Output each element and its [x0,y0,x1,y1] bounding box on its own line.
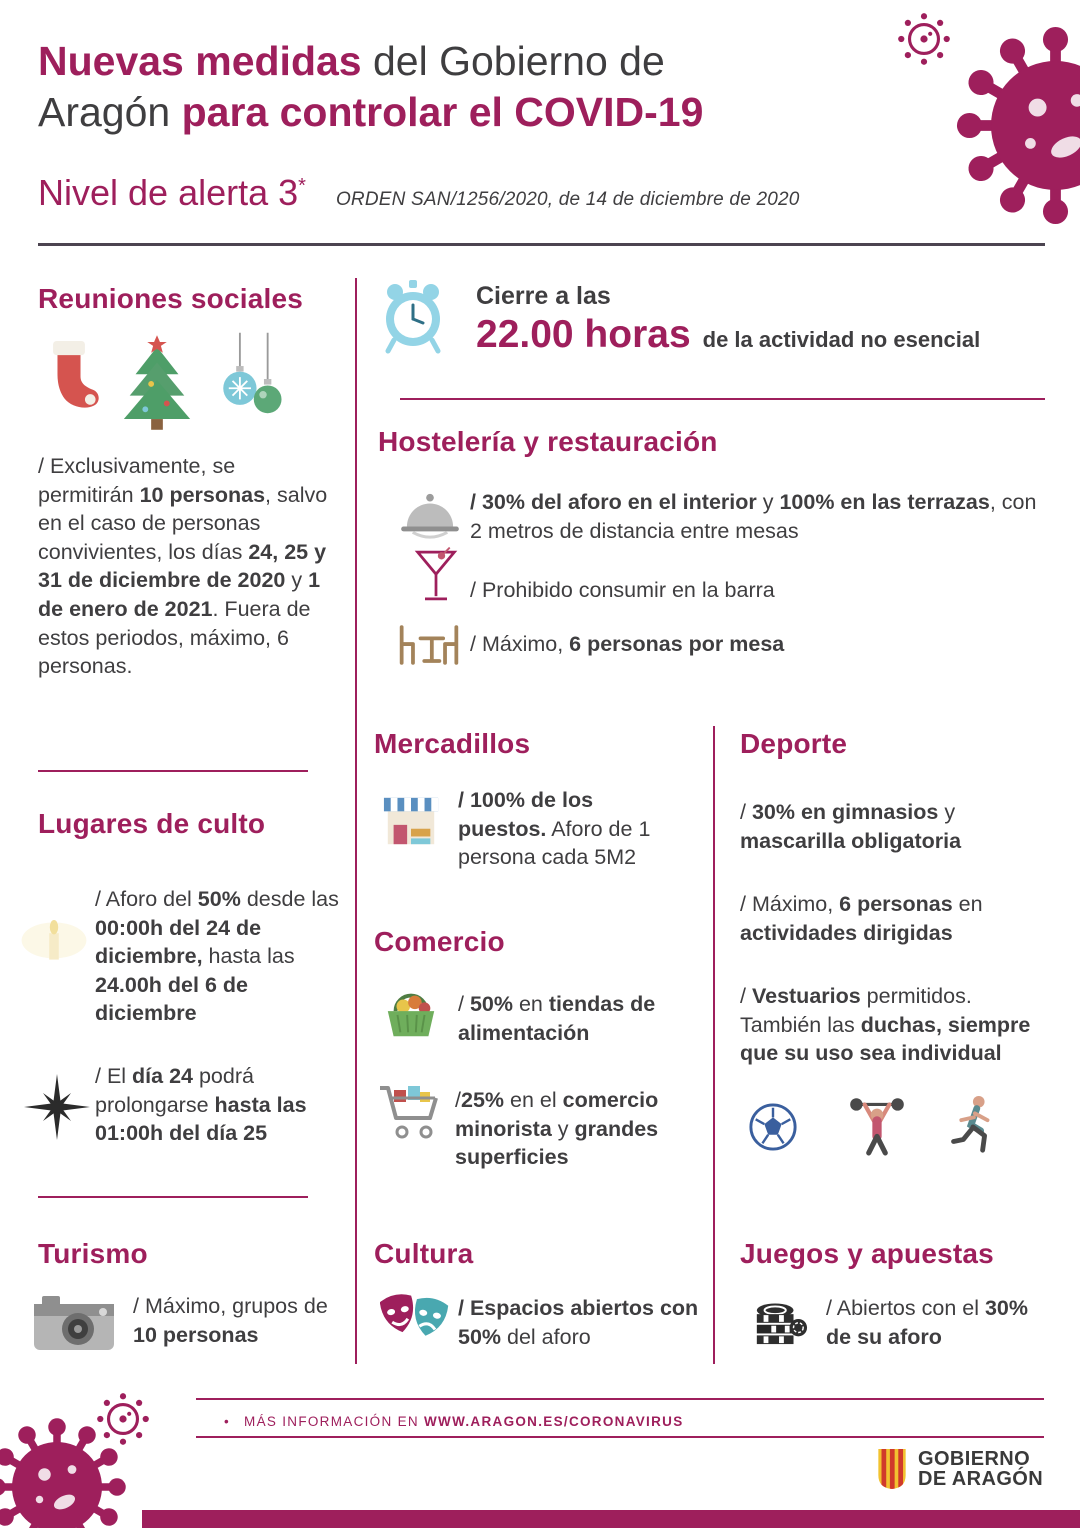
logo-line-2: DE ARAGÓN [918,1468,1044,1490]
table-chairs-icon [396,622,462,668]
grocery-basket-icon [382,985,440,1041]
column-divider-left [355,278,357,1364]
deporte-item-1: / 30% en gimnasios y mascarilla obligatoria [740,800,962,853]
section-title-turismo: Turismo [38,1238,148,1269]
closure-time: 22.00 horas [476,313,691,356]
aragon-shield-icon [876,1448,908,1490]
alarm-clock-icon [378,278,448,354]
christmas-icons [38,332,288,432]
juegos-item: / Abiertos con el 30% de su aforo [826,1296,1028,1349]
section-title-juegos: Juegos y apuestas [740,1238,994,1269]
turismo-item: / Máximo, grupos de 10 personas [133,1294,328,1347]
cocktail-icon [414,545,458,607]
closure-suffix: de la actividad no esencial [702,327,981,352]
section-title-cultura: Cultura [374,1238,474,1269]
candle-icon [18,902,90,974]
divider [38,770,308,772]
deporte-item-3: / Vestuarios permitidos. También las duchas, siempre que su uso sea individual [740,984,1031,1066]
logo-line-1: GOBIERNO [918,1447,1031,1470]
camera-icon [32,1290,116,1354]
footer-info-prefix: MÁS INFORMACIÓN EN [244,1413,419,1429]
virus-icon [948,18,1080,233]
footer-info [224,1408,684,1434]
section-title-culto: Lugares de culto [38,808,266,839]
bottom-accent-bar [142,1510,1080,1528]
comercio-item-2: /25% en el comercio minorista y grandes superficies [455,1088,659,1170]
gobierno-aragon-logo [876,1448,1043,1490]
runner-icon [942,1094,1000,1156]
page-title: Nuevas medidas del Gobierno de Aragón para controlar el COVID-19 [38,38,704,135]
section-title-comercio: Comercio [374,926,505,957]
section-title-deporte: Deporte [740,728,848,759]
cloche-icon [398,490,462,540]
alert-level-text: Nivel de alerta 3 [38,172,299,213]
deporte-item-2: / Máximo, 6 personas en actividades dirigidas [740,892,983,945]
hosteleria-item-3: / Máximo, 6 personas por mesa [470,632,785,656]
section-title-hosteleria: Hostelería y restauración [378,426,718,457]
weightlifter-icon [845,1090,909,1156]
sparkle-star-icon [24,1074,90,1140]
logo-text [918,1449,1043,1490]
divider [400,398,1045,400]
theater-masks-icon [380,1290,450,1350]
hosteleria-item-1: / 30% del aforo en el interior y 100% en las terrazas, con 2 metros de distancia entre mesas [470,490,1037,543]
closure-intro: Cierre a las [476,282,611,310]
culto-item-1: / Aforo del 50% desde las 00:00h del 24 de diciembre, hasta las 24.00h del 6 de diciembre [95,887,339,1026]
column-divider-right [713,726,715,1364]
order-reference: ORDEN SAN/1256/2020, de 14 de diciembre de 2020 [335,189,800,210]
footer-divider-bottom [196,1436,1044,1438]
virus-outline-icon [893,8,955,70]
reuniones-body: / Exclusivamente, se permitirán 10 personas, salvo en el caso de personas convivientes, los días 24, 25 y 31 de diciembre de 2020 y 1 de enero de 2021. Fuera de estos periodos, máximo, 6 personas. [38,454,328,679]
comercio-item-1: / 50% en tiendas de alimentación [458,992,656,1045]
virus-icon [0,1412,132,1528]
christmas-stocking-icon [38,332,100,420]
section-title-reuniones: Reuniones sociales [38,283,304,314]
mercadillos-item: / 100% de los puestos. Aforo de 1 persona cada 5M2 [458,788,651,870]
culto-item-2: / El día 24 podrá prolongarse hasta las 01:00h del día 25 [95,1064,307,1146]
alert-asterisk: * [298,175,306,197]
section-title-mercadillos: Mercadillos [374,728,531,759]
cultura-item: / Espacios abiertos con 50% del aforo [458,1296,699,1349]
alert-level [38,172,306,214]
bullet: • [224,1413,231,1429]
christmas-tree-icon [118,332,196,432]
closure-detail [476,313,1056,357]
football-icon [748,1102,798,1152]
footer-info-text [244,1414,683,1429]
header-divider [38,243,1045,246]
ornaments-icon [214,332,288,426]
shopping-cart-icon [376,1082,442,1144]
coronavirus-url[interactable]: WWW.ARAGON.ES/CORONAVIRUS [424,1413,684,1429]
hosteleria-item-2: / Prohibido consumir en la barra [470,578,775,602]
market-stall-icon [382,792,440,850]
divider [38,1196,308,1198]
closure-block [476,282,1056,357]
footer-divider-top [196,1398,1044,1400]
poker-chips-icon [752,1288,808,1348]
alert-row [38,172,800,214]
